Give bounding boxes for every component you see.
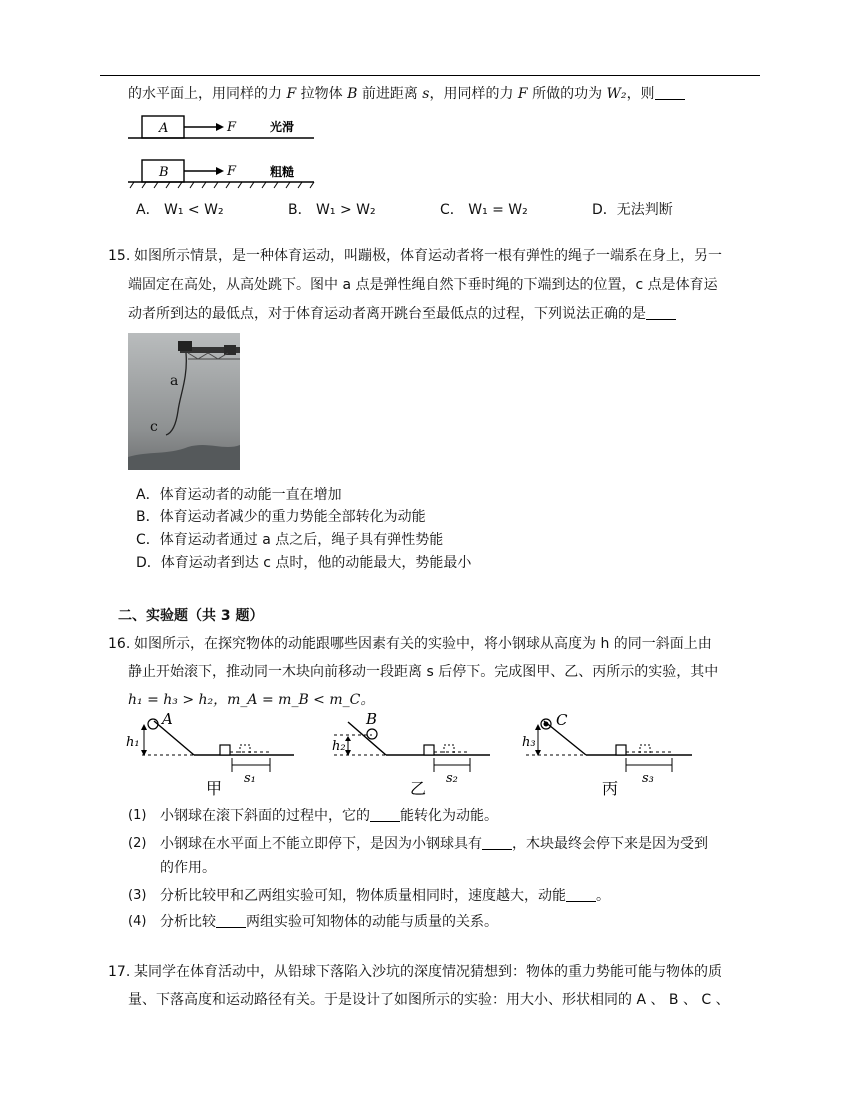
header-rule [100, 75, 760, 76]
fig-caption: 丙 [602, 779, 619, 798]
q15-stem-line: 端固定在高处，从高处跳下。图中 a 点是弹性绳自然下垂时绳的下端到达的位置，c 点是体育运 [128, 277, 718, 293]
q15-option-d[interactable]: D．体育运动者到达 c 点时，他的动能最大，势能最小 [136, 555, 472, 571]
q17-stem-line: 某同学在体育活动中，从铅球下落陷入沙坑的深度情况猜想到：物体的重力势能可能与物体的质 [134, 964, 722, 980]
distance-label: s₃ [642, 771, 654, 786]
q16-sub-4 [160, 912, 498, 932]
crane-cab [224, 345, 236, 355]
bungee-scene [128, 333, 240, 470]
block-final [640, 745, 650, 755]
q14-option-d[interactable]: D．无法判断 [592, 202, 673, 218]
answer-blank[interactable] [482, 835, 512, 850]
bungee-photo [128, 333, 240, 470]
arrow-head [345, 736, 351, 741]
answer-blank[interactable] [370, 807, 400, 822]
answer-blank[interactable] [216, 913, 246, 928]
q16-fig-jia [122, 712, 298, 804]
block-final [444, 745, 454, 755]
q16-sub-2 [160, 834, 708, 854]
q16-sub-number: (3) [128, 888, 147, 903]
block-b-label: B [159, 165, 169, 180]
q16-sub-number: (1) [128, 808, 147, 823]
q14-text: 前进距离 [361, 86, 418, 102]
q16-sub-3 [160, 886, 610, 906]
height-label: h₃ [522, 735, 536, 750]
q15-option-c[interactable]: C．体育运动者通过 a 点之后，绳子具有弹性势能 [136, 532, 444, 548]
distance-label: s₂ [446, 771, 458, 786]
q15-number: 15. [108, 248, 131, 264]
q16-fig-bing [516, 712, 696, 804]
hills [128, 445, 240, 470]
q16-fig-yi [320, 712, 496, 804]
arrow-head [216, 123, 224, 131]
q16-sub-1 [160, 806, 498, 826]
arrow-head [216, 167, 224, 175]
q17-number: 17. [108, 964, 131, 980]
arrow-head [535, 724, 541, 730]
height-label: h₂ [332, 739, 346, 754]
q16-sub-2-cont: 的作用。 [160, 860, 216, 876]
q15-text: 动者所到达的最低点，对于体育运动者离开跳台至最低点的过程，下列说法正确的是 [128, 306, 646, 322]
crane-cab [178, 341, 192, 351]
point-c-label: c [150, 419, 158, 435]
height-label: h₁ [126, 735, 140, 750]
q14-var: F [517, 86, 528, 102]
fig-caption: 甲 [206, 779, 223, 798]
q14-text: 所做的功为 [532, 86, 603, 102]
q14-option-c[interactable]: C． W₁ = W₂ [440, 202, 528, 218]
wood-block [616, 745, 626, 755]
hatching [130, 182, 314, 188]
q16-stem-line: 静止开始滚下，推动同一木块向前移动一段距离 s 后停下。完成图甲、乙、丙所示的实验，其中 [128, 664, 719, 680]
fig-caption: 乙 [410, 779, 427, 798]
q16-sub-number: (4) [128, 914, 147, 929]
bungee-cord [166, 353, 186, 435]
sub-text: 能转化为动能。 [400, 808, 498, 824]
sub-text: 分析比较甲和乙两组实验可知，物体质量相同时，速度越大，动能 [160, 888, 566, 904]
incline [154, 721, 194, 755]
q14-option-a[interactable]: A． W₁ < W₂ [136, 202, 224, 218]
force-label: F [227, 120, 237, 135]
q15-stem-line [128, 304, 676, 324]
q16-stem-line: 如图所示，在探究物体的动能跟哪些因素有关的实验中，将小钢球从高度为 h 的同一斜面上由 [134, 636, 712, 652]
sub-text: 分析比较 [160, 914, 216, 930]
q14-var: B [347, 86, 358, 102]
sub-text: 。 [596, 888, 610, 904]
answer-blank[interactable] [655, 85, 685, 100]
q14-stem-line [128, 84, 685, 104]
q14-text: 拉物体 [300, 86, 343, 102]
q14-text: ，用同样的力 [429, 86, 514, 102]
q14-var: s [422, 86, 430, 102]
steel-ball [367, 729, 377, 739]
answer-blank[interactable] [566, 887, 596, 902]
answer-blank[interactable] [646, 305, 676, 320]
q15-option-a[interactable]: A．体育运动者的动能一直在增加 [136, 487, 342, 503]
wood-block [424, 745, 434, 755]
sub-text: 小钢球在滚下斜面的过程中，它的 [160, 808, 370, 824]
q17-stem-line: 量、下落高度和运动路径有关。于是设计了如图所示的实验：用大小、形状相同的 A 、 B 、 C 、 [128, 992, 730, 1008]
q16-sub-number: (2) [128, 836, 147, 851]
q14-var: W₂ [606, 86, 627, 102]
sub-text: 两组实验可知物体的动能与质量的关系。 [246, 914, 498, 930]
sub-text: 小钢球在水平面上不能立即停下，是因为小钢球具有 [160, 836, 482, 852]
surface-label-rough: 粗糙 [270, 165, 295, 179]
arrow-head [141, 724, 147, 730]
sub-text: ，木块最终会停下来是因为受到 [512, 836, 708, 852]
point-a-label: a [170, 373, 179, 389]
arrow-head [345, 750, 351, 756]
force-label: F [227, 164, 237, 179]
section-title: 二、实验题（共 3 题） [118, 608, 264, 624]
q14-var: F [286, 86, 297, 102]
q14-text: 的水平面上，用同样的力 [128, 86, 282, 102]
ball-label: B [366, 712, 378, 728]
surface-label-smooth: 光滑 [270, 120, 295, 134]
q15-stem-line: 如图所示情景，是一种体育运动，叫蹦极，体育运动者将一根有弹性的绳子一端系在身上，另一 [134, 248, 722, 264]
ball-label: C [556, 712, 568, 729]
block-final [240, 745, 250, 755]
q15-option-b[interactable]: B．体育运动者减少的重力势能全部转化为动能 [136, 509, 426, 525]
block-a-label: A [159, 121, 169, 136]
q14-option-b[interactable]: B． W₁ > W₂ [288, 202, 376, 218]
arrow-head [141, 750, 147, 756]
wood-block [220, 745, 230, 755]
q14-force-figure [126, 108, 326, 190]
steel-ball-core [544, 722, 549, 727]
q14-text: ，则 [626, 86, 655, 102]
distance-label: s₁ [244, 771, 256, 786]
ball-label: A [162, 712, 173, 728]
q16-stem-line: h₁ = h₃ > h₂，m_A = m_B < m_C。 [128, 692, 375, 708]
q16-number: 16. [108, 636, 131, 652]
